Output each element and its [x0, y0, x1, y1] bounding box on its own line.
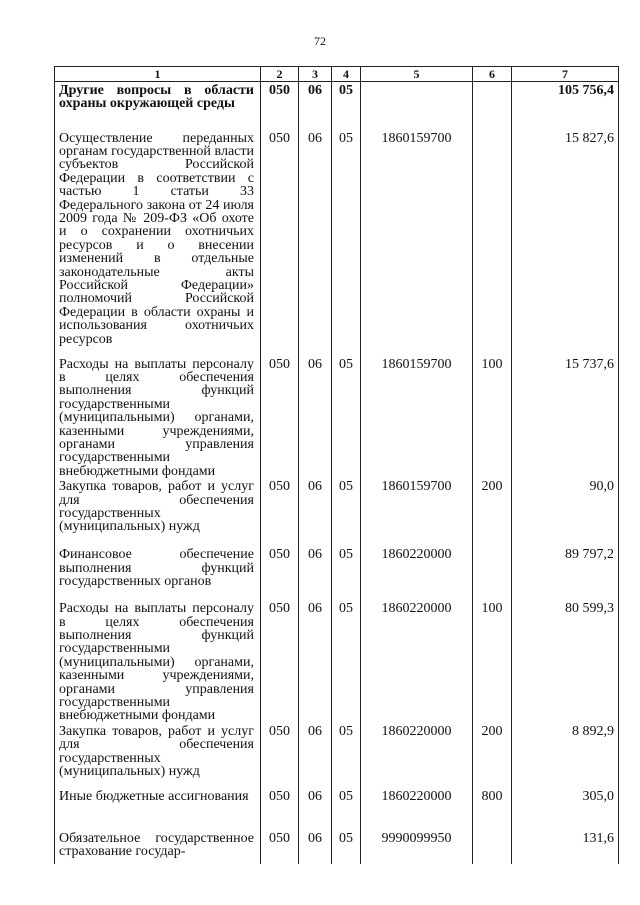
row-pr: 05 — [332, 600, 361, 723]
header-col-6: 6 — [473, 67, 512, 82]
row-vr: 800 — [473, 788, 512, 830]
header-col-1: 1 — [55, 67, 261, 82]
table-row — [55, 788, 619, 830]
row-vr — [473, 130, 512, 356]
row-vr: 200 — [473, 723, 512, 788]
row-vr — [473, 830, 512, 864]
row-amount: 105 756,4 — [512, 82, 619, 130]
row-vr — [473, 82, 512, 130]
table-row — [55, 130, 619, 356]
row-rz: 06 — [299, 600, 332, 723]
row-pr: 05 — [332, 356, 361, 479]
row-amount: 89 797,2 — [512, 546, 619, 600]
row-description: Осуществление переданных органам государственной власти субъектов Российской Федерации в соответствии с частью 1 статьи 33 Федерального закона от 24 июля 2009 года № 209-ФЗ «Об охоте и о сохранении охотничьих ресурсов и о внесении изменений в отдельные законодательные акты Российской Федерации» полномочий Российской Федерации в области охраны и использования охотничьих ресурсов — [55, 130, 261, 356]
row-csr: 1860159700 — [361, 356, 473, 479]
table-row — [55, 82, 619, 130]
row-pr: 05 — [332, 830, 361, 864]
row-rz: 06 — [299, 723, 332, 788]
table-row — [55, 478, 619, 546]
row-rz: 06 — [299, 356, 332, 479]
row-grbs: 050 — [261, 478, 299, 546]
row-rz: 06 — [299, 546, 332, 600]
row-description: Финансовое обеспечение выполнения функций государственных органов — [55, 546, 261, 600]
row-pr: 05 — [332, 723, 361, 788]
header-col-4: 4 — [332, 67, 361, 82]
row-amount: 90,0 — [512, 478, 619, 546]
row-pr: 05 — [332, 788, 361, 830]
row-grbs: 050 — [261, 546, 299, 600]
row-description: Другие вопросы в области охраны окружающей среды — [55, 82, 261, 130]
header-row — [55, 67, 619, 82]
row-vr — [473, 546, 512, 600]
row-pr: 05 — [332, 546, 361, 600]
row-grbs: 050 — [261, 356, 299, 479]
row-description: Иные бюджетные ассигнования — [55, 788, 261, 830]
row-vr: 100 — [473, 356, 512, 479]
row-csr: 1860220000 — [361, 723, 473, 788]
row-grbs: 050 — [261, 600, 299, 723]
page-number: 72 — [314, 34, 326, 48]
row-csr: 1860220000 — [361, 788, 473, 830]
row-description: Расходы на выплаты персоналу в целях обеспечения выполнения функций государственными (муниципальными) органами, казенными учреждениями, органами управления государственными внебюджетными фондами — [55, 356, 261, 479]
row-vr: 100 — [473, 600, 512, 723]
header-col-5: 5 — [361, 67, 473, 82]
row-grbs: 050 — [261, 723, 299, 788]
row-csr: 1860220000 — [361, 600, 473, 723]
row-rz: 06 — [299, 130, 332, 356]
row-pr: 05 — [332, 478, 361, 546]
table-row — [55, 356, 619, 479]
row-amount: 8 892,9 — [512, 723, 619, 788]
row-rz: 06 — [299, 830, 332, 864]
budget-table — [54, 66, 619, 864]
row-csr — [361, 82, 473, 130]
row-csr: 1860159700 — [361, 478, 473, 546]
row-amount: 15 737,6 — [512, 356, 619, 479]
header-col-3: 3 — [299, 67, 332, 82]
table-row — [55, 600, 619, 723]
row-vr: 200 — [473, 478, 512, 546]
row-amount: 15 827,6 — [512, 130, 619, 356]
row-description: Закупка товаров, работ и услуг для обеспечения государственных (муниципальных) нужд — [55, 723, 261, 788]
table-row — [55, 546, 619, 600]
row-rz: 06 — [299, 788, 332, 830]
row-csr: 9990099950 — [361, 830, 473, 864]
row-csr: 1860159700 — [361, 130, 473, 356]
row-grbs: 050 — [261, 788, 299, 830]
table-row — [55, 830, 619, 864]
table-row — [55, 723, 619, 788]
row-grbs: 050 — [261, 130, 299, 356]
row-pr: 05 — [332, 130, 361, 356]
header-col-7: 7 — [512, 67, 619, 82]
row-amount: 80 599,3 — [512, 600, 619, 723]
row-amount: 131,6 — [512, 830, 619, 864]
row-rz: 06 — [299, 478, 332, 546]
row-csr: 1860220000 — [361, 546, 473, 600]
row-grbs: 050 — [261, 82, 299, 130]
row-grbs: 050 — [261, 830, 299, 864]
row-description: Обязательное государственное страхование государ- — [55, 830, 261, 864]
row-description: Расходы на выплаты персоналу в целях обеспечения выполнения функций государственными (муниципальными) органами, казенными учреждениями, органами управления государственными внебюджетными фондами — [55, 600, 261, 723]
row-rz: 06 — [299, 82, 332, 130]
row-pr: 05 — [332, 82, 361, 130]
row-amount: 305,0 — [512, 788, 619, 830]
header-col-2: 2 — [261, 67, 299, 82]
row-description: Закупка товаров, работ и услуг для обеспечения государственных (муниципальных) нужд — [55, 478, 261, 546]
